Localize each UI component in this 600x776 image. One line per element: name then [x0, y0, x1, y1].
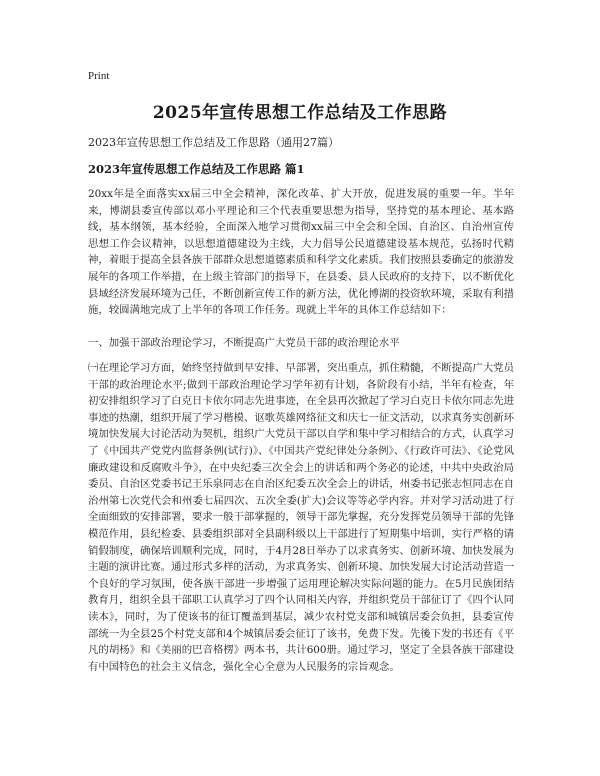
- paragraph-heading-one: 一、加强干部政治理论学习，不断提高广大党员干部的政治理论水平: [88, 337, 400, 349]
- section-heading: 2023年宣传思想工作总结及工作思路 篇1: [88, 162, 305, 176]
- page-title: 2025年宣传思想工作总结及工作思路: [152, 103, 448, 123]
- paragraph-intro: 20xx年是全面落实xx届三中全会精神，深化改革、扩大开放，促进发展的重要一年。半年来，博湖县委宣传部以邓小平理论和三个代表重要思想为指导，坚持党的基本理论、基本路线，基本纲领，基本经验，全面深入地学习贯彻xx届三中全会和全国、自治区、自治州宣传思想工作会议精神，以思想道德建设为主线，大力倡导公民道德建设基本规范，弘扬时代精神，着眼于提高全县各族干部群众思想道德素质和科学文化素质。我们按照县委确定的旅游发展年的各项工作举措，在上级主管部门的指导下，在县委、县人民政府的支持下，以不断优化县域经济发展环境为己任，不断创新宣传工作的新方法，优化博湖的投资软环境，采取有利措施，较圆满地完成了上半年的各项工作任务。现就上半年的具体工作总结如下：: [88, 188, 515, 317]
- document-subtitle: 2023年宣传思想工作总结及工作思路（通用27篇）: [88, 136, 339, 149]
- print-label[interactable]: Print: [88, 70, 110, 82]
- paragraph-theory-study: ㈠在理论学习方面，始终坚持做到早安排、早部署，突出重点，抓住精髓，不断提高广大党员干部的政治理论水平;做到干部政治理论学习学年初有计划，各阶段有小结，半年有检查，年初安排组织学习了白克日卡依尔同志先进事迹，在全县再次掀起了学习白克日卡依尔同志先进事迹的热潮，组织开展了学习楷模、讴歌英雄网络征文和庆七一征文活动，以求真务实创新环境加快发展大讨论活动为契机，组织广大党员干部以自学和集中学习相结合的方式，认真学习了《中国共产党党内监督条例(试行)》、《中国共产党纪律处分条例》、《行政许可法》、《论党风廉政建设和反腐败斗争》，在中央纪委三次全会上的讲话和两个务必的论述，中共中央政治局委员、自治区党委书记王乐泉同志在自治区纪委五次全会上的讲话，州委书记张志恒同志在自治州第七次党代会和州委七届四次、五次全委(扩大)会议等等必学内容。并对学习活动进了行全面细致的安排部署，要求一般干部掌握的，领导干部先掌握，充分发挥党员领导干部的先锋模范作用，县纪检委、县委组织部对全县副科级以上干部进行了短期集中培训，实行严格的请销假制度，确保培训顺利完成，同时，于4月28日举办了以求真务实、创新环境、加快发展为主题的演讲比赛。通过形式多样的活动，为求真务实、创新环境、加快发展大讨论活动营造一个良好的学习氛围，使各族干部进一步增强了运用理论解决实际问题的能力。在5月民族团结教育月，组织全县干部职工认真学习了四个认同相关内容，并组织党员干部征订了《四个认同读本》，同时，为了使该书的征订覆盖到基层，减少农村党支部和城镇居委会负担，县委宣传部统一为全县25个村党支部和4个城镇居委会征订了该书，免费下发。先後下发的书还有《平凡的胡杨》和《美丽的巴音格楞》两本书，共计600册。通过学习，坚定了全县各族干部建设有中国特色的社会主义信念，强化全心全意为人民服务的宗旨观念。: [88, 362, 515, 673]
